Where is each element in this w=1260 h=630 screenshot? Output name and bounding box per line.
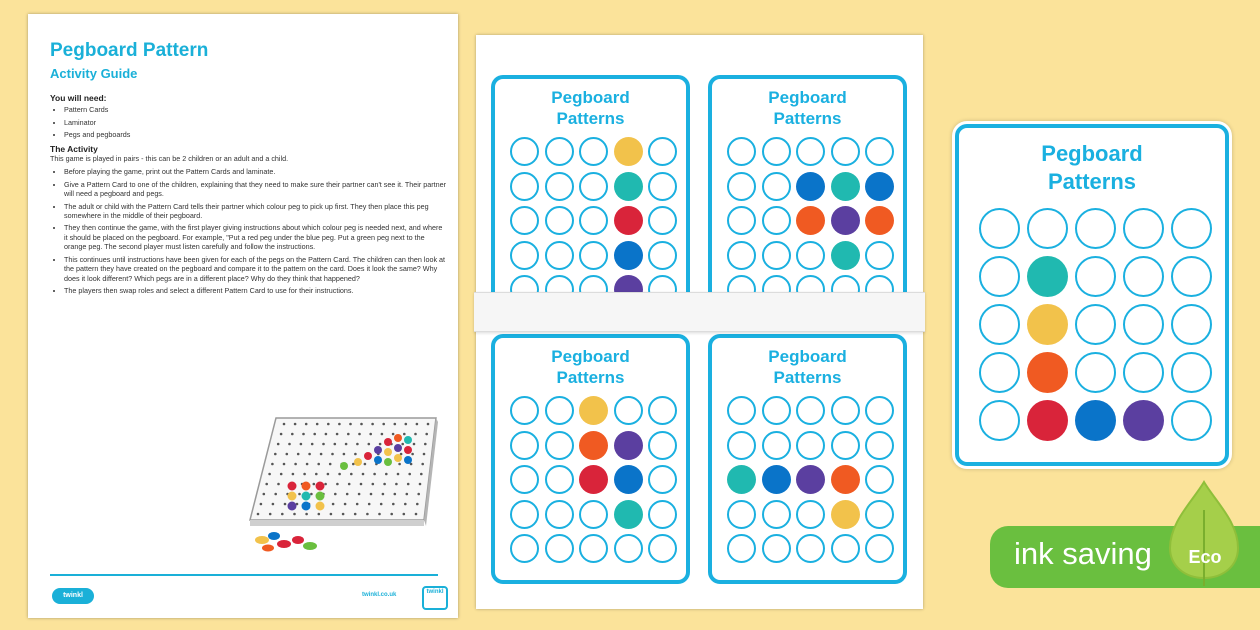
pegboard-hole <box>316 423 319 426</box>
pegboard-hole <box>406 493 409 496</box>
sheet-fold <box>474 292 925 332</box>
pegboard-hole <box>423 453 426 456</box>
pegboard-hole <box>306 463 309 466</box>
peg-teal <box>614 500 643 529</box>
pegboard-hole <box>347 433 350 436</box>
activity-heading: The Activity <box>50 143 98 154</box>
empty-peg-hole <box>579 534 608 563</box>
pegboard-hole <box>330 513 333 516</box>
pegboard-hole <box>305 513 308 516</box>
pegboard-hole <box>416 423 419 426</box>
empty-peg-hole <box>831 137 860 166</box>
pegboard-hole <box>308 453 311 456</box>
step-item: • Before playing the game, print out the Pattern Cards and laminate. <box>64 167 446 176</box>
pegboard-hole <box>260 503 263 506</box>
card-title <box>712 87 903 130</box>
empty-peg-hole <box>796 137 825 166</box>
pegboard-hole <box>265 483 268 486</box>
peg-yellow <box>614 137 643 166</box>
pegboard-hole <box>403 433 406 436</box>
pegboard-hole <box>263 493 266 496</box>
pegboard-hole <box>298 493 301 496</box>
step-item: • They then continue the game, with the first player giving instructions about which colour peg is needed next, and where it should be placed on the pegboard. For example, "Put a red peg under the blue peg. Put a green peg next to the orange peg. The second player must listen carefully and follow the instructions. <box>64 223 446 251</box>
pegboard-hole <box>272 503 275 506</box>
empty-peg-hole <box>1171 352 1212 393</box>
pattern-card <box>708 334 907 584</box>
peg-teal <box>727 465 756 494</box>
empty-peg-hole <box>865 534 894 563</box>
pegboard-hole <box>385 473 388 476</box>
empty-peg-hole <box>865 431 894 460</box>
peg-blue <box>1075 400 1116 441</box>
pegboard-hole <box>407 483 410 486</box>
pegboard-hole <box>268 473 271 476</box>
pegboard-hole <box>334 493 337 496</box>
pegboard-hole <box>371 423 374 426</box>
peg-teal <box>831 241 860 270</box>
empty-peg-hole <box>979 256 1020 297</box>
pegboard-hole <box>403 513 406 516</box>
empty-peg-hole <box>545 465 574 494</box>
empty-peg-hole <box>727 396 756 425</box>
pegboard-hole <box>318 513 321 516</box>
empty-peg-hole <box>762 396 791 425</box>
empty-peg-hole <box>762 534 791 563</box>
pegboard-hole <box>336 433 339 436</box>
pegboard-hole <box>394 423 397 426</box>
empty-peg-hole <box>865 241 894 270</box>
pegboard-hole <box>344 503 347 506</box>
pegboard-hole <box>277 443 280 446</box>
card-title <box>712 346 903 389</box>
peg-orange <box>1027 352 1068 393</box>
empty-peg-hole <box>579 137 608 166</box>
pegboard-hole <box>369 433 372 436</box>
pegboard-hole <box>358 493 361 496</box>
pattern-card <box>491 334 690 584</box>
empty-peg-hole <box>614 534 643 563</box>
empty-peg-hole <box>545 172 574 201</box>
empty-peg-hole <box>648 241 677 270</box>
peg-orange <box>865 206 894 235</box>
empty-peg-hole <box>796 534 825 563</box>
empty-peg-hole <box>545 500 574 529</box>
empty-peg-hole <box>762 206 791 235</box>
pegboard-hole <box>398 463 401 466</box>
peg-teal <box>831 172 860 201</box>
empty-peg-hole <box>831 396 860 425</box>
empty-peg-hole <box>1075 256 1116 297</box>
empty-peg-hole <box>727 206 756 235</box>
pegboard-hole <box>294 463 297 466</box>
pegboard-hole <box>303 473 306 476</box>
pegboard-hole <box>283 463 286 466</box>
pegboard-hole <box>342 513 345 516</box>
pegboard-hole <box>274 493 277 496</box>
empty-peg-hole <box>510 137 539 166</box>
pegboard-hole <box>360 423 363 426</box>
pegboard-hole <box>332 503 335 506</box>
pegboard-hole <box>334 443 337 446</box>
pegboard-hole <box>370 493 373 496</box>
pegboard-illustration <box>240 412 440 568</box>
pegboard-hole <box>317 463 320 466</box>
pegboard-hole <box>421 463 424 466</box>
empty-peg-hole <box>831 534 860 563</box>
ink-saving-text: ink saving <box>1014 536 1152 571</box>
pegboard-hole <box>291 433 294 436</box>
empty-peg-hole <box>865 396 894 425</box>
empty-peg-hole <box>727 137 756 166</box>
empty-peg-hole <box>648 500 677 529</box>
empty-peg-hole <box>579 241 608 270</box>
empty-peg-hole <box>796 431 825 460</box>
pegboard-hole <box>292 473 295 476</box>
empty-peg-hole <box>1075 208 1116 249</box>
empty-peg-hole <box>545 431 574 460</box>
pegboard-hole <box>311 443 314 446</box>
pegboard-hole <box>286 453 289 456</box>
pegboard-hole <box>349 423 352 426</box>
pegboard-hole <box>378 513 381 516</box>
pegboard-hole <box>331 453 334 456</box>
empty-peg-hole <box>865 137 894 166</box>
peg-blue <box>614 465 643 494</box>
empty-peg-hole <box>545 534 574 563</box>
guide-title: Pegboard Pattern <box>50 40 209 61</box>
pegboard-hole <box>381 433 384 436</box>
pegboard-hole <box>420 473 423 476</box>
peg-orange <box>796 206 825 235</box>
pegboard-hole <box>257 513 260 516</box>
pegboard-hole <box>302 433 305 436</box>
pegboard-hole <box>356 443 359 446</box>
pegboard-hole <box>294 423 297 426</box>
pegboard-hole <box>354 513 357 516</box>
pegboard-hole <box>364 463 367 466</box>
step-item: • Give a Pattern Card to one of the children, explaining that they need to make sure their partner can't see it. Their partner will need a pegboard and pegs. <box>64 180 446 199</box>
card-title-line1: Pegboard <box>768 347 847 366</box>
empty-peg-hole <box>579 500 608 529</box>
pegboard-hole <box>404 503 407 506</box>
pegboard-hole <box>379 443 382 446</box>
pegboard-hole <box>348 483 351 486</box>
needs-item: • Pegs and pegboards <box>64 130 446 139</box>
empty-peg-hole <box>979 352 1020 393</box>
peg-blue <box>614 241 643 270</box>
card-title <box>959 140 1225 195</box>
needs-list <box>50 105 446 139</box>
pegboard-hole <box>315 473 318 476</box>
pegboard-hole <box>324 483 327 486</box>
footer-badge: twinkl <box>422 586 448 610</box>
empty-peg-hole <box>727 534 756 563</box>
empty-peg-hole <box>1123 304 1164 345</box>
pegboard-hole <box>372 483 375 486</box>
pegboard-hole <box>373 473 376 476</box>
pegboard-hole <box>350 473 353 476</box>
card-title-line2: Patterns <box>773 368 842 388</box>
peg-blue <box>865 172 894 201</box>
twinkl-logo: twinkl <box>52 588 94 604</box>
empty-peg-hole <box>762 137 791 166</box>
peg-blue <box>796 172 825 201</box>
pegboard-hole <box>356 503 359 506</box>
pegboard-hole <box>288 443 291 446</box>
empty-peg-hole <box>979 208 1020 249</box>
empty-peg-hole <box>762 500 791 529</box>
empty-peg-hole <box>1123 352 1164 393</box>
pegboard-hole <box>408 473 411 476</box>
activity-guide-page <box>28 14 458 618</box>
needs-item: • Laminator <box>64 118 446 127</box>
empty-peg-hole <box>1075 352 1116 393</box>
empty-peg-hole <box>648 137 677 166</box>
pegboard-hole <box>274 453 277 456</box>
pegboard-hole <box>343 453 346 456</box>
pegboard-hole <box>310 493 313 496</box>
peg-blue <box>762 465 791 494</box>
pegboard-hole <box>427 423 430 426</box>
empty-peg-hole <box>648 465 677 494</box>
pegboard-hole <box>358 433 361 436</box>
empty-peg-hole <box>1171 256 1212 297</box>
pegboard-hole <box>414 433 417 436</box>
pegboard-hole <box>280 473 283 476</box>
empty-peg-hole <box>510 206 539 235</box>
pegboard-hole <box>424 443 427 446</box>
pegboard-hole <box>338 423 341 426</box>
pegboard-hole <box>392 503 395 506</box>
pegboard-hole <box>382 493 385 496</box>
pegboard-hole <box>415 513 418 516</box>
needs-heading: You will need: <box>50 93 107 103</box>
empty-peg-hole <box>1123 208 1164 249</box>
pegboard-hole <box>327 423 330 426</box>
empty-peg-hole <box>1123 256 1164 297</box>
pegboard-hole <box>280 433 283 436</box>
peg-yellow <box>1027 304 1068 345</box>
peg-purple <box>614 431 643 460</box>
empty-peg-hole <box>648 534 677 563</box>
pegboard-hole <box>397 473 400 476</box>
pegboard-hole <box>380 503 383 506</box>
empty-peg-hole <box>648 172 677 201</box>
pegboard-hole <box>362 473 365 476</box>
card-title-line2: Patterns <box>556 109 625 129</box>
empty-peg-hole <box>831 431 860 460</box>
empty-peg-hole <box>796 500 825 529</box>
empty-peg-hole <box>865 500 894 529</box>
empty-peg-hole <box>1171 400 1212 441</box>
pegboard-hole <box>305 423 308 426</box>
peg-purple <box>1123 400 1164 441</box>
guide-footer <box>50 574 444 610</box>
empty-peg-hole <box>727 431 756 460</box>
empty-peg-hole <box>727 241 756 270</box>
pegboard-hole <box>417 493 420 496</box>
eco-label: Eco <box>1188 547 1222 567</box>
pegboard-hole <box>269 513 272 516</box>
peg-teal <box>1027 256 1068 297</box>
pegboard-hole <box>346 493 349 496</box>
pegboard-hole <box>325 433 328 436</box>
card-title-line2: Patterns <box>1047 168 1137 194</box>
empty-peg-hole <box>579 172 608 201</box>
pegboard-hole <box>360 483 363 486</box>
peg-red <box>1027 400 1068 441</box>
empty-peg-hole <box>510 241 539 270</box>
guide-body <box>50 94 446 300</box>
empty-peg-hole <box>648 396 677 425</box>
peg-teal <box>614 172 643 201</box>
step-item: • This continues until instructions have been given for each of the pegs on the Pattern Card. The children can then look at the pattern they have created on the pegboard and compare it to the pattern on the card. Does it look the same? Why does it look different? Which pegs are in a different place? Why do they think that happened? <box>64 255 446 283</box>
peg-purple <box>796 465 825 494</box>
empty-peg-hole <box>727 172 756 201</box>
pegboard-hole <box>313 433 316 436</box>
activity-intro: This game is played in pairs - this can be 2 children or an adult and a child. <box>50 154 289 164</box>
needs-item: • Pattern Cards <box>64 105 446 114</box>
pegboard-hole <box>419 483 422 486</box>
card-title-line1: Pegboard <box>551 347 630 366</box>
pegboard-hole <box>383 483 386 486</box>
empty-peg-hole <box>545 206 574 235</box>
card-title-line2: Patterns <box>773 109 842 129</box>
pegboard-hole <box>283 423 286 426</box>
pegboard-hole <box>394 493 397 496</box>
pegboard-hole <box>329 463 332 466</box>
pegboard-hole <box>336 483 339 486</box>
empty-peg-hole <box>762 172 791 201</box>
pegboard-hole <box>392 433 395 436</box>
peg-orange <box>831 465 860 494</box>
empty-peg-hole <box>510 396 539 425</box>
peg-orange <box>579 431 608 460</box>
pegboard-hole <box>345 443 348 446</box>
empty-peg-hole <box>979 304 1020 345</box>
pegboard-hole <box>368 503 371 506</box>
peg-red <box>579 465 608 494</box>
footer-url: twinkl.co.uk <box>362 592 397 598</box>
pegboard-hole <box>293 513 296 516</box>
empty-peg-hole <box>614 396 643 425</box>
peg-purple <box>831 206 860 235</box>
pegboard-hole <box>413 443 416 446</box>
pegboard-hole <box>300 443 303 446</box>
loose-pegs <box>255 532 317 552</box>
pegboard-hole <box>313 483 316 486</box>
guide-subtitle: Activity Guide <box>50 66 138 81</box>
empty-peg-hole <box>545 396 574 425</box>
empty-peg-hole <box>1171 208 1212 249</box>
empty-peg-hole <box>648 431 677 460</box>
peg-red <box>614 206 643 235</box>
empty-peg-hole <box>545 241 574 270</box>
empty-peg-hole <box>1171 304 1212 345</box>
pegboard-hole <box>297 453 300 456</box>
steps-list <box>50 167 446 295</box>
pattern-card <box>955 124 1229 466</box>
pattern-card <box>708 75 907 296</box>
step-item: • The adult or child with the Pattern Card tells their partner which colour peg to pick up first. They then place this peg somewhere in the middle of their pegboard. <box>64 202 446 221</box>
empty-peg-hole <box>510 534 539 563</box>
empty-peg-hole <box>510 465 539 494</box>
pegboard-hole <box>338 473 341 476</box>
pegboard-hole <box>327 473 330 476</box>
empty-peg-hole <box>865 465 894 494</box>
pegboard-hole <box>382 423 385 426</box>
pegboard-hole <box>390 513 393 516</box>
pattern-card <box>491 75 690 296</box>
card-title-line1: Pegboard <box>1041 141 1143 166</box>
pegboard-hole <box>368 443 371 446</box>
pegboard-hole <box>320 453 323 456</box>
empty-peg-hole <box>510 500 539 529</box>
pegboard-hole <box>366 513 369 516</box>
pegboard-hole <box>425 433 428 436</box>
empty-peg-hole <box>545 137 574 166</box>
empty-peg-hole <box>762 241 791 270</box>
pegboard-hole <box>277 483 280 486</box>
empty-peg-hole <box>727 500 756 529</box>
card-title <box>495 346 686 389</box>
peg-yellow <box>831 500 860 529</box>
empty-peg-hole <box>1075 304 1116 345</box>
empty-peg-hole <box>796 396 825 425</box>
pegboard-hole <box>401 443 404 446</box>
pegboard-hole <box>395 483 398 486</box>
pegboard-hole <box>411 453 414 456</box>
empty-peg-hole <box>510 172 539 201</box>
peg-yellow <box>579 396 608 425</box>
pegboard-hole <box>271 463 274 466</box>
pegboard-hole <box>284 503 287 506</box>
pegboard-hole <box>322 443 325 446</box>
empty-peg-hole <box>579 206 608 235</box>
empty-peg-hole <box>762 431 791 460</box>
empty-peg-hole <box>1027 208 1068 249</box>
empty-peg-hole <box>648 206 677 235</box>
eco-leaf-icon <box>1168 480 1240 586</box>
card-title-line1: Pegboard <box>551 88 630 107</box>
card-title <box>495 87 686 130</box>
step-item: • The players then swap roles and select a different Pattern Card to use for their instructions. <box>64 286 446 295</box>
pegboard-hole <box>354 453 357 456</box>
empty-peg-hole <box>796 241 825 270</box>
pegboard-hole <box>405 423 408 426</box>
pegboard-hole <box>416 503 419 506</box>
card-title-line1: Pegboard <box>768 88 847 107</box>
empty-peg-hole <box>510 431 539 460</box>
empty-peg-hole <box>979 400 1020 441</box>
pegboard-hole <box>281 513 284 516</box>
card-title-line2: Patterns <box>556 368 625 388</box>
